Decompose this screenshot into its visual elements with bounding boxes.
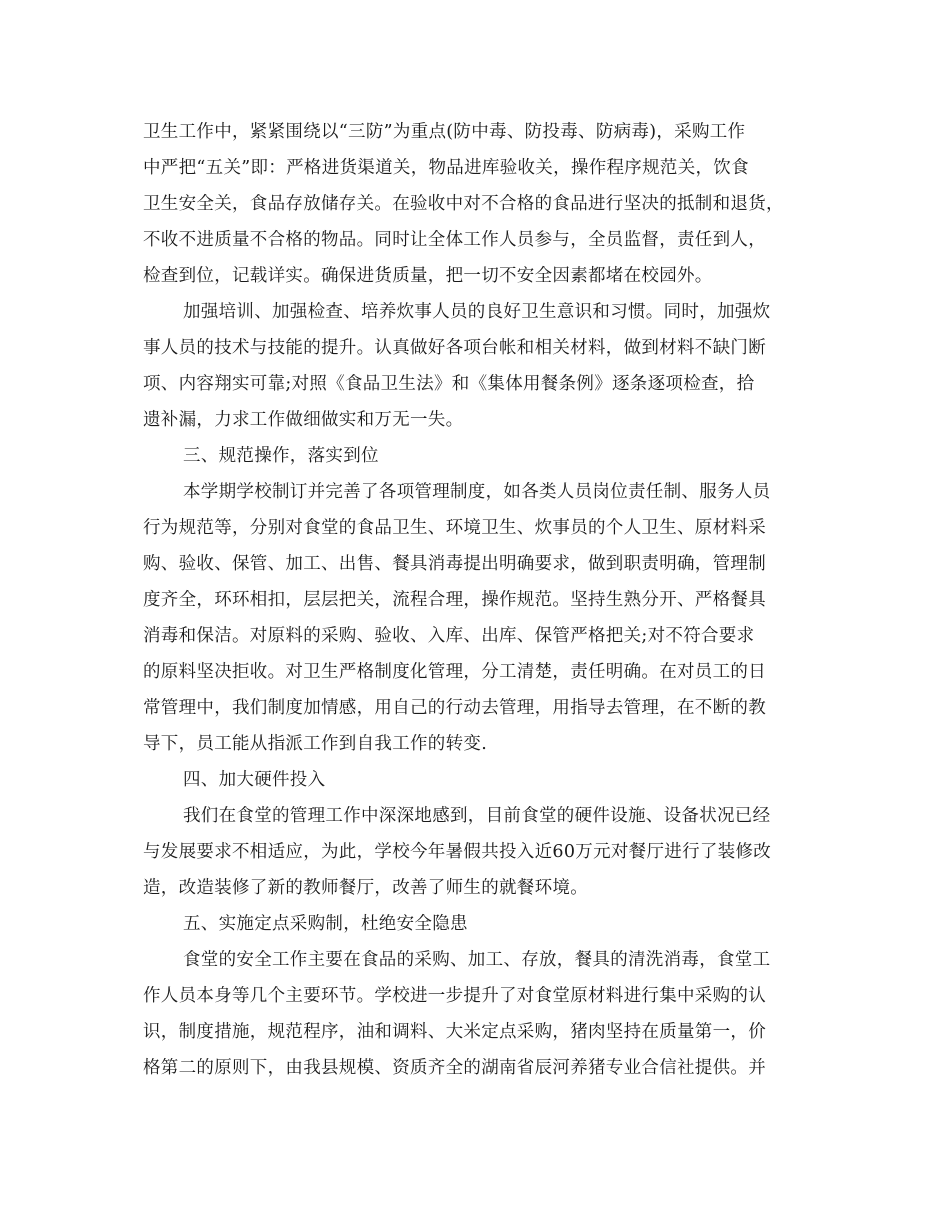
text-line: 不收不进质量不合格的物品。同时让全体工作人员参与，全员监督，责任到人， bbox=[143, 230, 766, 250]
text-line: 食堂的安全工作主要在食品的采购、加工、存放，餐具的清洗消毒，食堂工 bbox=[183, 950, 771, 970]
text-line: 造，改造装修了新的教师餐厅，改善了师生的就餐环境。 bbox=[143, 878, 588, 898]
text-line: 遗补漏，力求工作做细做实和万无一失。 bbox=[143, 410, 464, 430]
text-line: 与发展要求不相适应，为此，学校今年暑假共投入近60万元对餐厅进行了装修改 bbox=[143, 842, 772, 862]
section-heading: 四、加大硬件投入 bbox=[183, 770, 326, 790]
text-line: 的原料坚决拒收。对卫生严格制度化管理，分工清楚，责任明确。在对员工的日 bbox=[143, 662, 766, 682]
text-line: 加强培训、加强检查、培养炊事人员的良好卫生意识和习惯。同时，加强炊 bbox=[183, 302, 771, 322]
text-line: 行为规范等，分别对食堂的食品卫生、环境卫生、炊事员的个人卫生、原材料采 bbox=[143, 518, 766, 538]
text-line: 事人员的技术与技能的提升。认真做好各项台帐和相关材料，做到材料不缺门断 bbox=[143, 338, 766, 358]
text-line: 卫生工作中，紧紧围绕以“三防”为重点(防中毒、防投毒、防病毒)，采购工作 bbox=[143, 122, 746, 142]
text-line: 我们在食堂的管理工作中深深地感到，目前食堂的硬件设施、设备状况已经 bbox=[183, 806, 771, 826]
text-line: 检查到位，记载详实。确保进货质量，把一切不安全因素都堵在校园外。 bbox=[143, 266, 713, 286]
text-line: 本学期学校制订并完善了各项管理制度，如各类人员岗位责任制、服务人员 bbox=[183, 482, 771, 502]
text-line: 项、内容翔实可靠;对照《食品卫生法》和《集体用餐条例》逐条逐项检查，拾 bbox=[143, 374, 755, 394]
section-heading: 三、规范操作，落实到位 bbox=[183, 446, 379, 466]
text-line: 格第二的原则下，由我县规模、资质齐全的湖南省辰河养猪专业合信社提供。并 bbox=[143, 1058, 766, 1078]
text-line: 常管理中，我们制度加情感，用自己的行动去管理，用指导去管理，在不断的教 bbox=[143, 698, 766, 718]
section-heading: 五、实施定点采购制，杜绝安全隐患 bbox=[183, 914, 468, 934]
text-line: 中严把“五关”即：严格进货渠道关，物品进库验收关，操作程序规范关，饮食 bbox=[143, 158, 749, 178]
text-line: 消毒和保洁。对原料的采购、验收、入库、出库、保管严格把关;对不符合要求 bbox=[143, 626, 755, 646]
text-line: 购、验收、保管、加工、出售、餐具消毒提出明确要求，做到职责明确，管理制 bbox=[143, 554, 766, 574]
text-line: 导下，员工能从指派工作到自我工作的转变. bbox=[143, 734, 488, 754]
text-line: 卫生安全关，食品存放储存关。在验收中对不合格的食品进行坚决的抵制和退货， bbox=[143, 194, 784, 214]
text-line: 作人员本身等几个主要环节。学校进一步提升了对食堂原材料进行集中采购的认 bbox=[143, 986, 766, 1006]
text-line: 识，制度措施，规范程序，油和调料、大米定点采购，猪肉坚持在质量第一，价 bbox=[143, 1022, 766, 1042]
text-line: 度齐全，环环相扣，层层把关，流程合理，操作规范。坚持生熟分开、严格餐具 bbox=[143, 590, 766, 610]
